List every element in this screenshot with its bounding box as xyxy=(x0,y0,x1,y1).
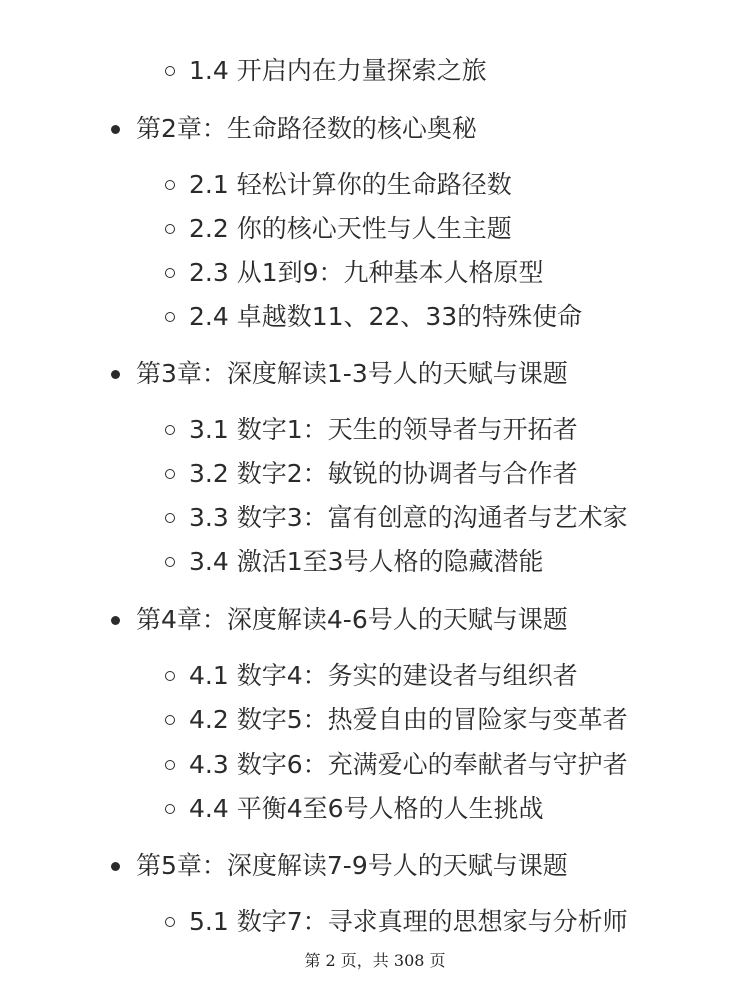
toc-item xyxy=(189,257,544,289)
toc-item-label: 第5章：深度解读7-9号人的天赋与课题 xyxy=(136,851,568,880)
toc-item xyxy=(189,301,582,333)
toc-item xyxy=(189,169,512,201)
toc-item-label: 4.2 数字5：热爱自由的冒险家与变革者 xyxy=(189,705,628,734)
hollow-bullet-icon xyxy=(165,268,175,278)
toc-item xyxy=(189,546,544,578)
toc-item xyxy=(189,55,487,87)
filled-bullet-icon xyxy=(111,370,120,379)
toc-item-label: 5.1 数字7：寻求真理的思想家与分析师 xyxy=(189,907,628,936)
filled-bullet-icon xyxy=(111,862,120,871)
toc-item-label: 3.2 数字2：敏锐的协调者与合作者 xyxy=(189,459,578,488)
toc-item xyxy=(189,458,578,490)
toc-item xyxy=(136,604,568,636)
hollow-bullet-icon xyxy=(165,557,175,567)
hollow-bullet-icon xyxy=(165,66,175,76)
toc-item xyxy=(189,660,578,692)
toc-item xyxy=(189,414,578,446)
filled-bullet-icon xyxy=(111,616,120,625)
hollow-bullet-icon xyxy=(165,671,175,681)
hollow-bullet-icon xyxy=(165,513,175,523)
page-number-label: 第 2 页，共 308 页 xyxy=(304,951,446,970)
toc-item xyxy=(189,502,628,534)
toc-item xyxy=(189,749,628,781)
toc-item-label: 4.4 平衡4至6号人格的人生挑战 xyxy=(189,794,544,823)
toc-item-label: 第3章：深度解读1-3号人的天赋与课题 xyxy=(136,359,568,388)
toc-item xyxy=(189,793,544,825)
toc-item-label: 3.3 数字3：富有创意的沟通者与艺术家 xyxy=(189,503,628,532)
toc-item-label: 1.4 开启内在力量探索之旅 xyxy=(189,56,487,85)
toc-item xyxy=(136,850,568,882)
hollow-bullet-icon xyxy=(165,469,175,479)
toc-item-label: 4.1 数字4：务实的建设者与组织者 xyxy=(189,661,578,690)
toc-item xyxy=(189,906,628,938)
toc-item-label: 3.4 激活1至3号人格的隐藏潜能 xyxy=(189,547,544,576)
hollow-bullet-icon xyxy=(165,224,175,234)
toc-item xyxy=(136,358,568,390)
hollow-bullet-icon xyxy=(165,425,175,435)
toc-item-label: 2.4 卓越数11、22、33的特殊使命 xyxy=(189,302,583,331)
toc-item-label: 2.3 从1到9：九种基本人格原型 xyxy=(189,258,544,287)
filled-bullet-icon xyxy=(111,125,120,134)
page-footer xyxy=(0,951,750,971)
toc-item xyxy=(189,704,628,736)
hollow-bullet-icon xyxy=(165,312,175,322)
toc-item-label: 第2章：生命路径数的核心奥秘 xyxy=(136,114,477,143)
toc-item-label: 3.1 数字1：天生的领导者与开拓者 xyxy=(189,415,578,444)
toc-item-label: 4.3 数字6：充满爱心的奉献者与守护者 xyxy=(189,750,628,779)
hollow-bullet-icon xyxy=(165,917,175,927)
toc-item-label: 2.2 你的核心天性与人生主题 xyxy=(189,214,512,243)
toc-item xyxy=(136,113,477,145)
toc-item xyxy=(189,213,512,245)
hollow-bullet-icon xyxy=(165,760,175,770)
toc-item-label: 2.1 轻松计算你的生命路径数 xyxy=(189,170,512,199)
hollow-bullet-icon xyxy=(165,715,175,725)
hollow-bullet-icon xyxy=(165,804,175,814)
hollow-bullet-icon xyxy=(165,180,175,190)
toc-item-label: 第4章：深度解读4-6号人的天赋与课题 xyxy=(136,605,568,634)
